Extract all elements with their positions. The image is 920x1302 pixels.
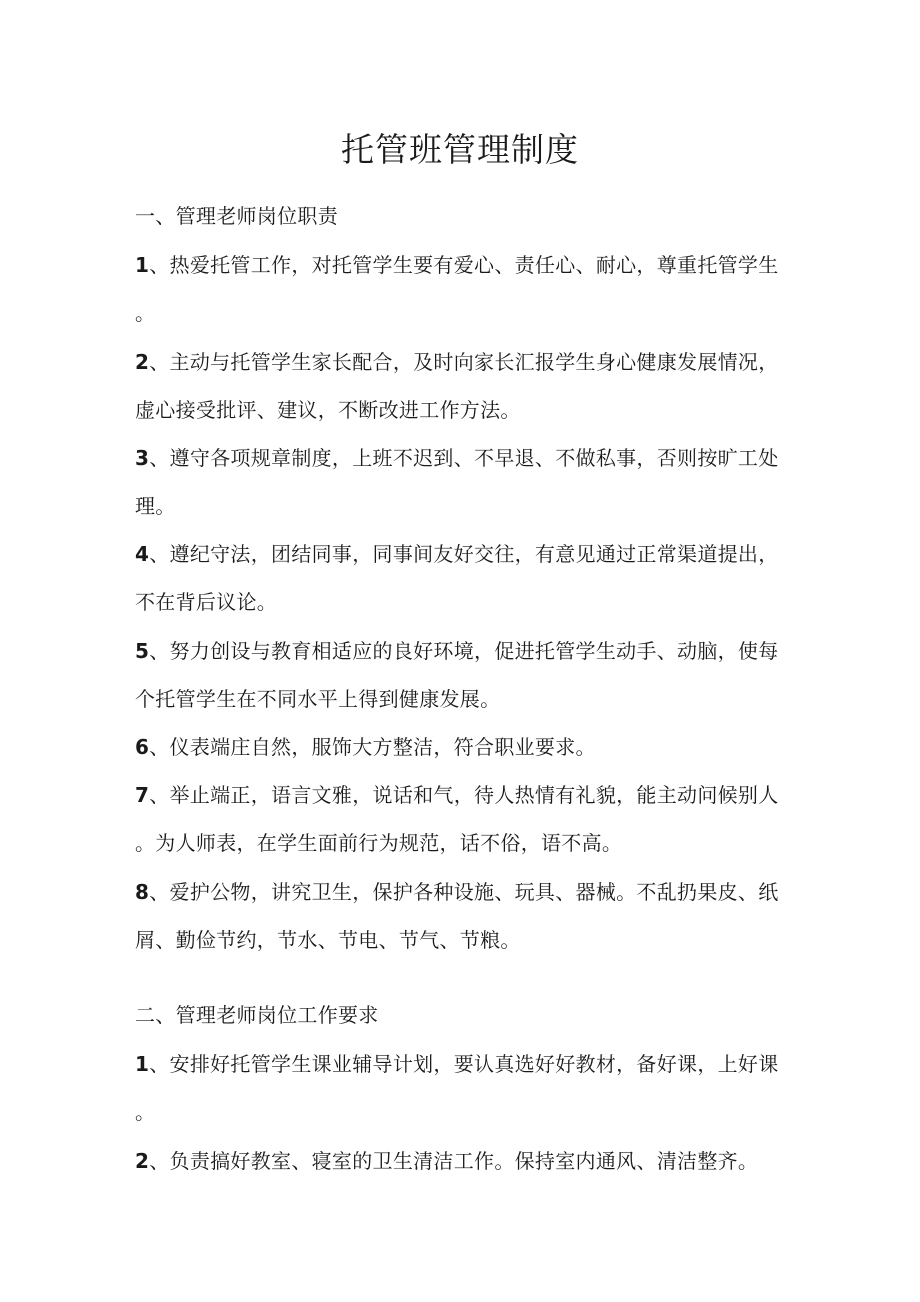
list-item xyxy=(135,251,795,279)
item-number: 1 xyxy=(135,253,150,277)
item-continuation: 。 xyxy=(135,1100,156,1124)
item-continuation: 虚心接受批评、建议，不断改进工作方法。 xyxy=(135,398,521,422)
item-number: 5 xyxy=(135,639,150,663)
item-text: 、遵守各项规章制度，上班不迟到、不早退、不做私事，否则按旷工处 xyxy=(149,446,779,470)
list-item xyxy=(135,444,795,472)
list-item xyxy=(135,637,795,665)
item-continuation: 理。 xyxy=(135,494,176,518)
list-item xyxy=(135,540,795,568)
list-item xyxy=(135,1050,795,1078)
item-number: 7 xyxy=(135,783,150,807)
item-text: 、努力创设与教育相适应的良好环境，促进托管学生动手、动脑，使每 xyxy=(149,639,779,663)
item-number: 8 xyxy=(135,880,150,904)
document-title: 托管班管理制度 xyxy=(341,130,579,170)
item-number: 1 xyxy=(135,1052,150,1076)
list-item xyxy=(135,348,795,376)
item-number: 2 xyxy=(135,1149,150,1173)
item-number: 3 xyxy=(135,446,150,470)
item-continuation: 屑、勤俭节约，节水、节电、节气、节粮。 xyxy=(135,928,521,952)
section-heading: 一、管理老师岗位职责 xyxy=(135,204,338,228)
item-continuation: 不在背后议论。 xyxy=(135,590,278,614)
item-text: 、主动与托管学生家长配合，及时向家长汇报学生身心健康发展情况， xyxy=(149,350,779,374)
list-item xyxy=(135,878,795,906)
item-continuation: 。 xyxy=(135,301,156,325)
item-number: 4 xyxy=(135,542,150,566)
item-continuation: 。为人师表，在学生面前行为规范，话不俗，语不高。 xyxy=(135,831,623,855)
item-text: 、负责搞好教室、寝室的卫生清洁工作。保持室内通风、清洁整齐。 xyxy=(149,1149,759,1173)
item-text: 、安排好托管学生课业辅导计划，要认真选好好教材，备好课，上好课 xyxy=(149,1052,779,1076)
item-text: 、仪表端庄自然，服饰大方整洁，符合职业要求。 xyxy=(149,735,596,759)
item-number: 6 xyxy=(135,735,150,759)
item-number: 2 xyxy=(135,350,150,374)
item-text: 、爱护公物，讲究卫生，保护各种设施、玩具、器械。不乱扔果皮、纸 xyxy=(149,880,779,904)
item-continuation: 个托管学生在不同水平上得到健康发展。 xyxy=(135,687,501,711)
list-item xyxy=(135,781,795,809)
section-heading: 二、管理老师岗位工作要求 xyxy=(135,1003,379,1027)
list-item xyxy=(135,1147,795,1175)
item-text: 、举止端正，语言文雅，说话和气，待人热情有礼貌，能主动问候别人 xyxy=(149,783,779,807)
item-text: 、热爱托管工作，对托管学生要有爱心、责任心、耐心，尊重托管学生 xyxy=(149,253,779,277)
list-item xyxy=(135,733,795,761)
item-text: 、遵纪守法，团结同事，同事间友好交往，有意见通过正常渠道提出， xyxy=(149,542,779,566)
